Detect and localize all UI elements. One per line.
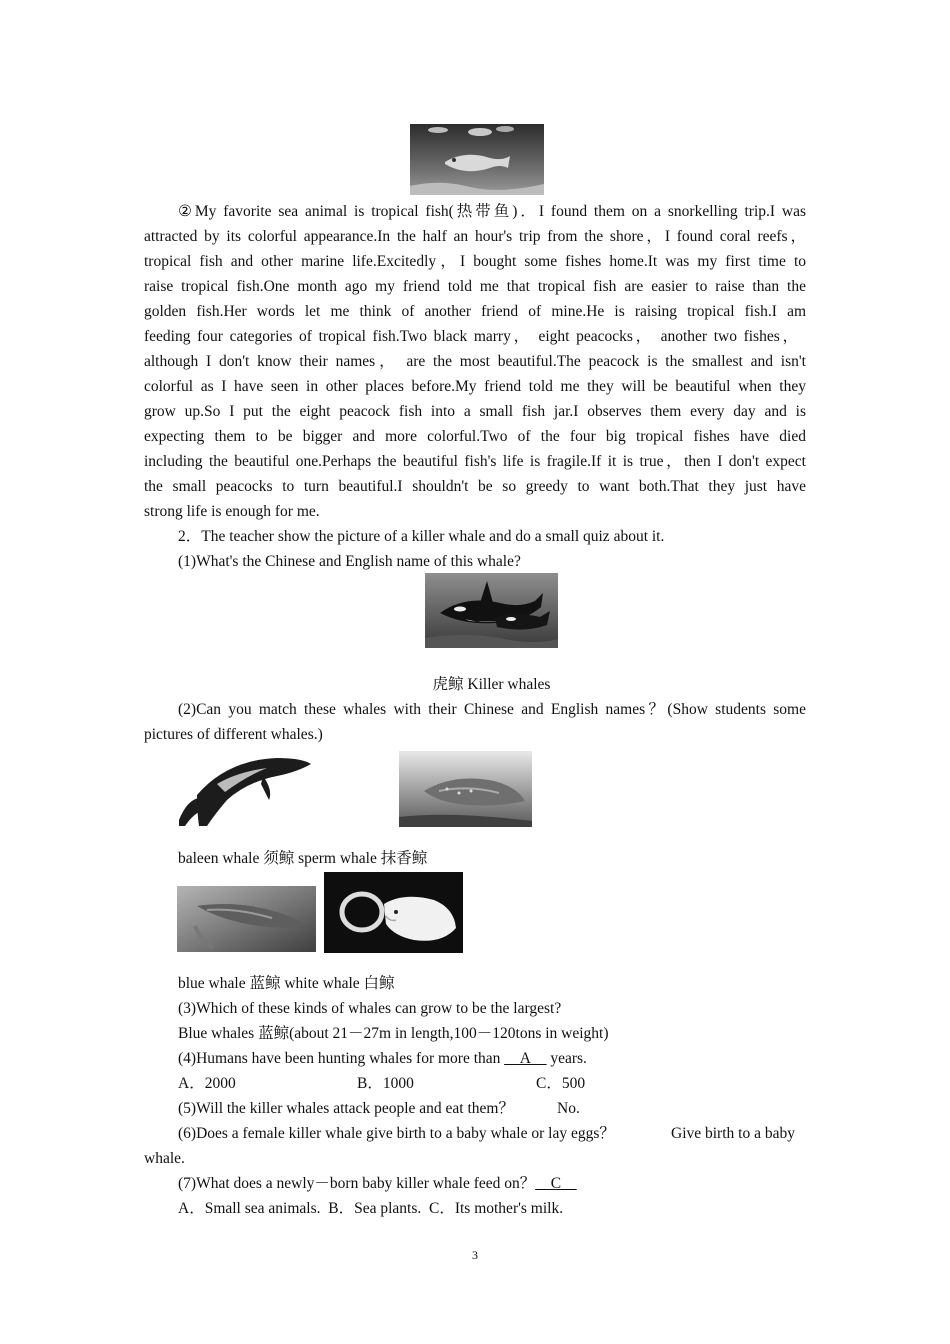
- paragraph-line: although I don't know their names， are the most beautiful.The peacock is the smallest and isn't: [144, 353, 806, 370]
- paragraph-line: golden fish.Her words let me think of another friend of mine.He is raising tropical fish.I am: [144, 303, 806, 320]
- paragraph-line: strong life is enough for me.: [144, 503, 320, 520]
- question-3-answer: Blue whales 蓝鲸(about 21－27m in length,100－120tons in weight): [178, 1025, 609, 1042]
- baleen-whale-image: [177, 750, 315, 826]
- question-4-option-b: B．1000: [357, 1075, 414, 1092]
- question-5: (5)Will the killer whales attack people and eat them？: [178, 1100, 514, 1117]
- question-7: [178, 1171, 577, 1196]
- question-1: (1)What's the Chinese and English name of this whale?: [178, 553, 521, 570]
- killer-whale-caption: 虎鲸 Killer whales: [432, 676, 551, 693]
- paragraph-line: including the beautiful one.Perhaps the beautiful fish's life is fragile.If it is true，then I don't expect: [144, 453, 806, 470]
- caption-row-2: blue whale 蓝鲸 white whale 白鲸: [178, 975, 395, 992]
- page-number: 3: [472, 1248, 478, 1262]
- question-3: (3)Which of these kinds of whales can grow to be the largest?: [178, 1000, 562, 1017]
- white-whale-image: [324, 872, 463, 953]
- blue-whale-image: [177, 886, 316, 952]
- paragraph-line: grow up.So I put the eight peacock fish into a small fish jar.I observes them every day and is: [144, 403, 806, 420]
- paragraph-line: raise tropical fish.One month ago my friend told me that tropical fish are easier to raise than the: [144, 278, 806, 295]
- paragraph-line: colorful as I have seen in other places before.My friend told me they will be beautiful when they: [144, 378, 806, 395]
- question-5-answer: No.: [557, 1100, 580, 1117]
- sperm-whale-image: [399, 751, 532, 827]
- question-2-line-2: pictures of different whales.): [144, 726, 323, 743]
- paragraph-line: tropical fish and other marine life.Excitedly，I bought some fishes home.It was my first time to: [144, 253, 806, 270]
- question-4: [178, 1046, 587, 1071]
- question-2-line-1: (2)Can you match these whales with their Chinese and English names？(Show students some: [178, 701, 806, 718]
- question-7-options: A．Small sea animals. B．Sea plants. C．Its mother's milk.: [178, 1200, 564, 1217]
- question-6-line-1: (6)Does a female killer whale give birth to a baby whale or lay eggs？: [178, 1125, 615, 1142]
- question-7-answer-blank: __C__: [535, 1175, 577, 1192]
- question-6-line-2: whale.: [144, 1150, 185, 1167]
- question-4-text: (4)Humans have been hunting whales for more than: [178, 1050, 505, 1067]
- paragraph-line: the small peacocks to turn beautiful.I shouldn't be so greedy to want both.That they just have: [144, 478, 806, 495]
- question-4-answer-blank: __A__: [504, 1050, 547, 1067]
- section2-intro: 2．The teacher show the picture of a killer whale and do a small quiz about it.: [178, 528, 665, 545]
- paragraph-line: ②My favorite sea animal is tropical fish(热带鱼)．I found them on a snorkelling trip.I was: [178, 203, 806, 220]
- question-4-option-c: C．500: [536, 1075, 586, 1092]
- tropical-fish-image: [410, 124, 544, 195]
- question-7-text: (7)What does a newly－born baby killer whale feed on？: [178, 1175, 536, 1192]
- caption-row-1: baleen whale 须鲸 sperm whale 抹香鲸: [178, 850, 428, 867]
- killer-whale-image: [425, 573, 558, 648]
- paragraph-line: expecting them to be bigger and more colorful.Two of the four big tropical fishes have died: [144, 428, 806, 445]
- paragraph-line: feeding four categories of tropical fish.Two black marry， eight peacocks， another two fishes，: [144, 328, 798, 345]
- paragraph-line: attracted by its colorful appearance.In the half an hour's trip from the shore，I found coral reefs，: [144, 228, 806, 245]
- question-6-answer: Give birth to a baby: [671, 1125, 795, 1142]
- question-4-option-a: A．2000: [178, 1075, 236, 1092]
- question-4-suffix: years.: [546, 1050, 587, 1067]
